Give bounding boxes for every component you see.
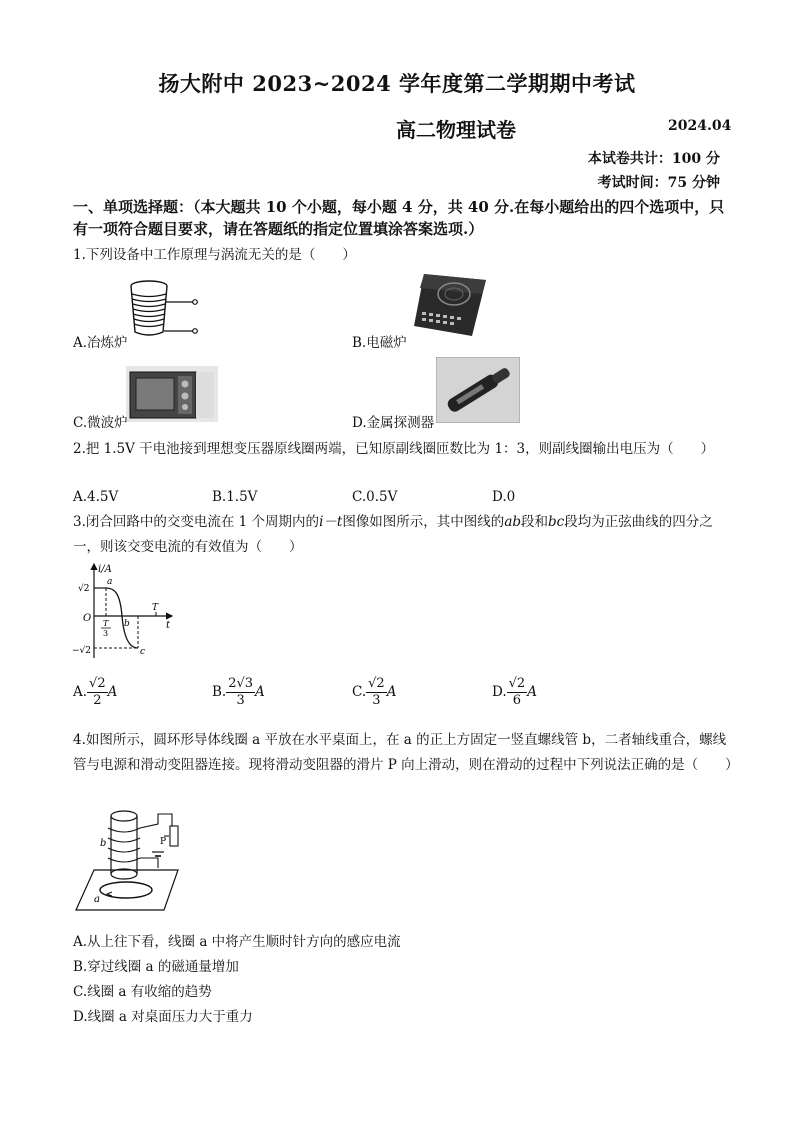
exam-date: 2024.04	[668, 118, 732, 134]
q4-option-c: C.线圈 a 有收缩的趋势	[73, 984, 212, 1000]
q2-stem: 2.把 1.5V 干电池接到理想变压器原线圈两端，已知原副线圈匝数比为 1：3，则副线圈输出电压为（ ）	[73, 441, 715, 457]
q2-option-b: B.1.5V	[212, 489, 258, 505]
metal-detector-image	[436, 357, 520, 423]
q4-option-d: D.线圈 a 对桌面压力大于重力	[73, 1009, 253, 1025]
q2-option-a: A.4.5V	[73, 489, 119, 505]
q3-option-d: D. $\frac{√2}{6}$ A	[492, 676, 537, 708]
exam-subtitle: 高二物理试卷	[396, 118, 516, 142]
figure-label-a: a	[94, 894, 100, 905]
graph-t3-den: 3	[103, 629, 109, 638]
graph-t3-num: T	[103, 619, 109, 628]
section-heading: 一、单项选择题：（本大题共 10 个小题，每小题 4 分，共 40 分.在每小题给出的四个选项中，只有一项符合题目要求，请在答题纸的指定位置填涂答案选项.）	[73, 198, 725, 238]
graph-point-c: c	[140, 647, 146, 657]
graph-t-label: T	[152, 603, 159, 613]
figure-label-p: P	[160, 837, 167, 847]
graph-y-bottom: −√2	[72, 646, 92, 656]
induction-cooker-image	[410, 270, 488, 340]
exam-title: 扬大附中 2023~2024 学年度第二学期期中考试	[158, 71, 636, 96]
microwave-image	[126, 366, 218, 422]
q3-option-c: C. $\frac{√2}{3}$ A	[352, 676, 397, 708]
furnace-image	[124, 276, 210, 342]
q4-stem: 4.如图所示，圆环形导体线圈 a 平放在水平桌面上，在 a 的正上方固定一竖直螺线管 b，二者轴线重合，螺线管与电源和滑动变阻器连接。现将滑动变阻器的滑片 P 向上滑动，则在滑动的过程中下列说法正确的是（ ）	[73, 732, 739, 773]
graph-ylabel: i/A	[98, 564, 112, 575]
solenoid-coil-figure	[72, 806, 190, 914]
q1-option-d: D.金属探测器	[352, 415, 435, 431]
q4-option-b: B.穿过线圈 a 的磁通量增加	[73, 959, 239, 975]
q1-stem: 1.下列设备中工作原理与涡流无关的是（ ）	[73, 247, 356, 263]
q3-option-b: B. $\frac{2√3}{3}$ A	[212, 676, 265, 708]
exam-time: 考试时间：75 分钟	[597, 175, 720, 191]
current-time-graph	[70, 560, 180, 662]
q4-option-a: A.从上往下看，线圈 a 中将产生顺时针方向的感应电流	[73, 934, 401, 950]
q1-option-b: B.电磁炉	[352, 335, 407, 351]
q2-option-d: D.0	[492, 489, 516, 505]
graph-origin: O	[83, 613, 92, 624]
graph-point-b: b	[124, 619, 130, 629]
q2-option-c: C.0.5V	[352, 489, 398, 505]
figure-label-b: b	[100, 838, 107, 849]
q1-option-c: C.微波炉	[73, 415, 128, 431]
graph-xlabel: t	[166, 620, 171, 631]
total-score: 本试卷共计：100 分	[587, 151, 720, 167]
q3-option-a: A. $\frac{√2}{2}$ A	[73, 676, 118, 708]
q1-option-a: A.冶炼炉	[73, 335, 128, 351]
q3-stem: 3.闭合回路中的交变电流在 1 个周期内的i－t图像如图所示，其中图线的ab段和bc段均为正弦曲线的四分之一，则该交变电流的有效值为（ ）	[73, 514, 713, 555]
graph-y-top: √2	[78, 584, 90, 594]
graph-point-a: a	[107, 577, 113, 587]
graph-curve-ab	[106, 588, 122, 616]
